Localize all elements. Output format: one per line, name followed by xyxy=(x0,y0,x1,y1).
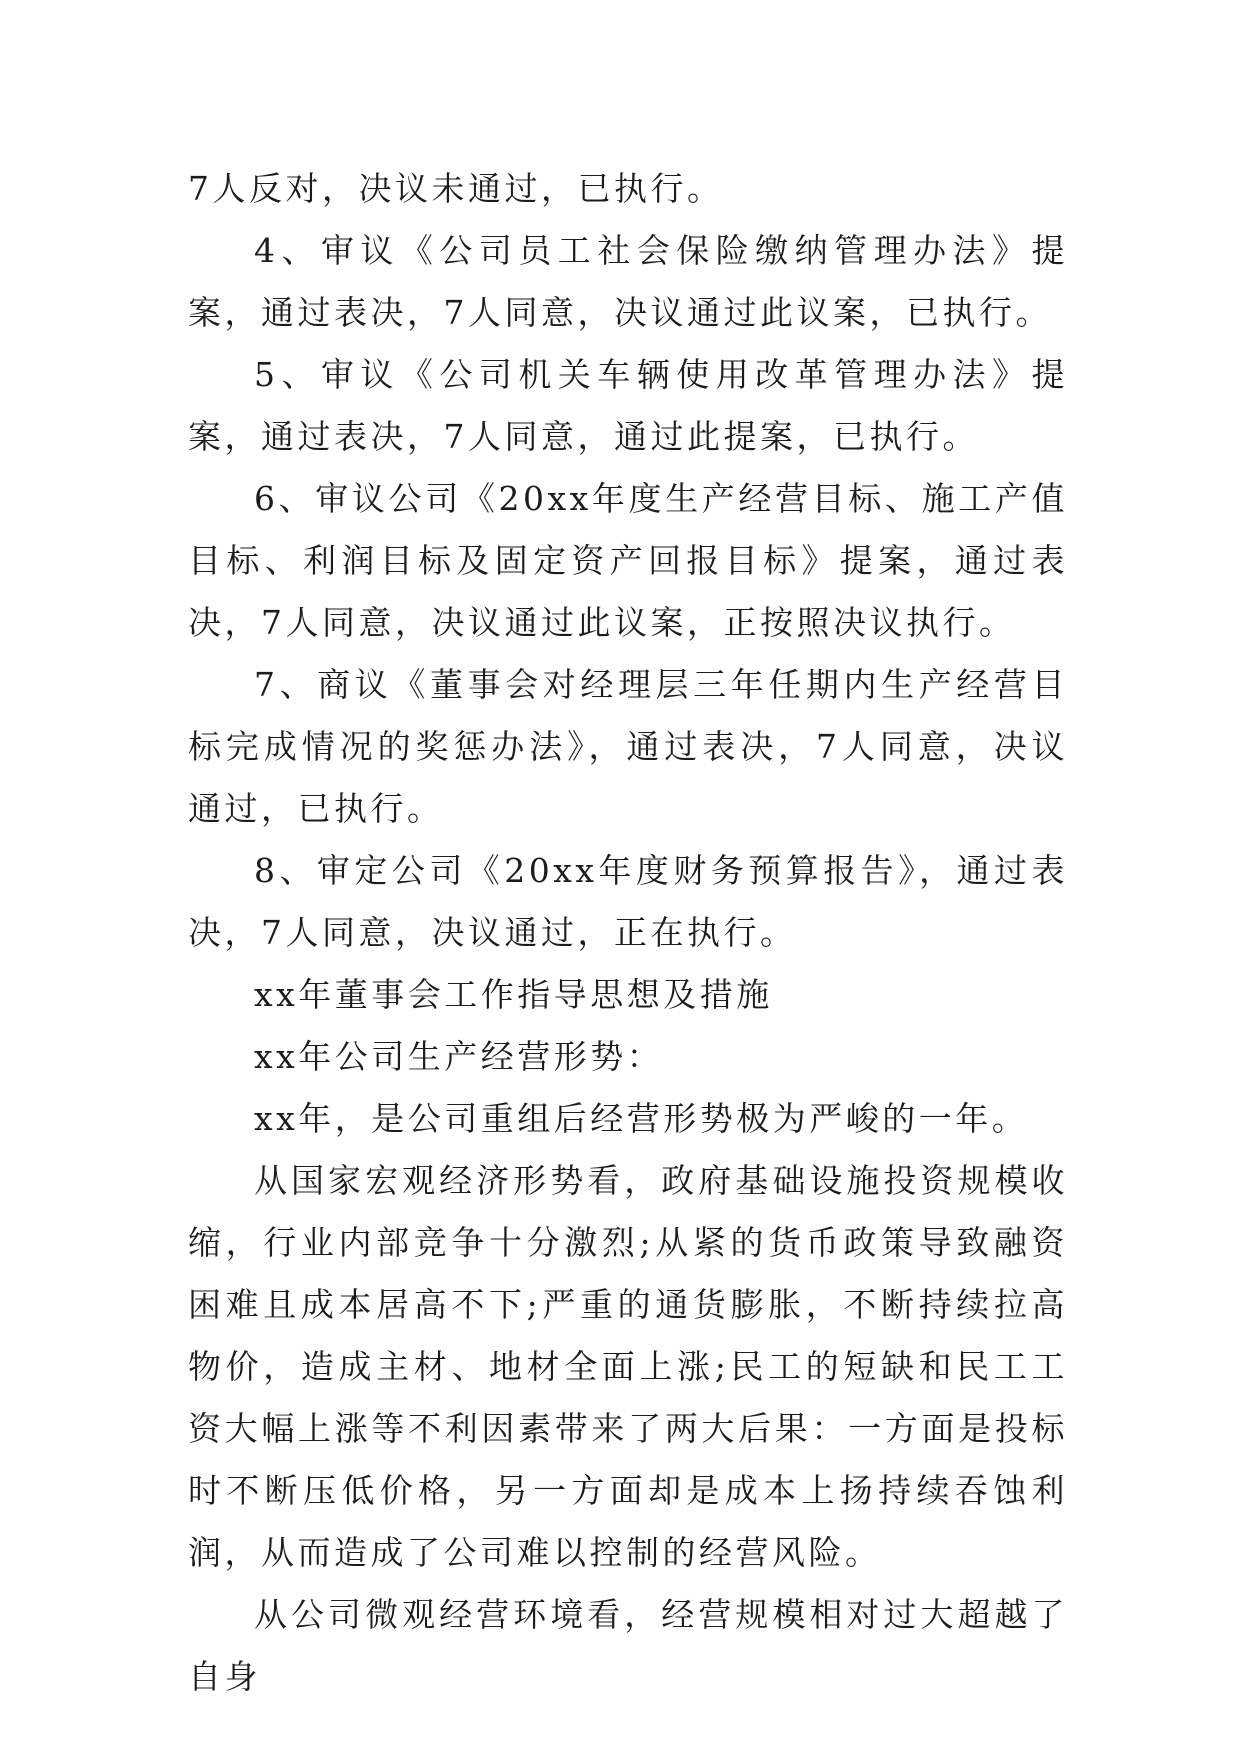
paragraph-item-5: 5、审议《公司机关车辆使用改革管理办法》提案，通过表决，7人同意，通过此提案，已执行。 xyxy=(188,355,1068,456)
paragraph-item-6: 6、审议公司《20xx年度生产经营目标、施工产值目标、利润目标及固定资产回报目标》提案，通过表决，7人同意，决议通过此议案，正按照决议执行。 xyxy=(188,479,1068,642)
document-body xyxy=(188,158,1068,1708)
paragraph-item-8: 8、审定公司《20xx年度财务预算报告》，通过表决，7人同意，决议通过，正在执行。 xyxy=(188,851,1068,952)
paragraph-micro-environment: 从公司微观经营环境看，经营规模相对过大超越了自身 xyxy=(188,1595,1068,1696)
paragraph-1: 7人反对，决议未通过，已执行。 xyxy=(188,169,724,208)
paragraph-macro-economy: 从国家宏观经济形势看，政府基础设施投资规模收缩，行业内部竞争十分激烈;从紧的货币政策导致融资困难且成本居高不下;严重的通货膨胀，不断持续拉高物价，造成主材、地材全面上涨;民工的短缺和民工工资大幅上涨等不利因素带来了两大后果：一方面是投标时不断压低价格，另一方面却是成本上扬持续吞蚀利润，从而造成了公司难以控制的经营风险。 xyxy=(188,1161,1068,1572)
paragraph-item-7: 7、商议《董事会对经理层三年任期内生产经营目标完成情况的奖惩办法》，通过表决，7人同意，决议通过，已执行。 xyxy=(188,665,1068,828)
section-heading-business-situation: xx年公司生产经营形势： xyxy=(254,1037,664,1076)
paragraph-item-4: 4、审议《公司员工社会保险缴纳管理办法》提案，通过表决，7人同意，决议通过此议案，已执行。 xyxy=(188,231,1068,332)
paragraph-year-summary: xx年，是公司重组后经营形势极为严峻的一年。 xyxy=(254,1099,1029,1138)
section-heading-guiding-ideas: xx年董事会工作指导思想及措施 xyxy=(254,975,773,1014)
